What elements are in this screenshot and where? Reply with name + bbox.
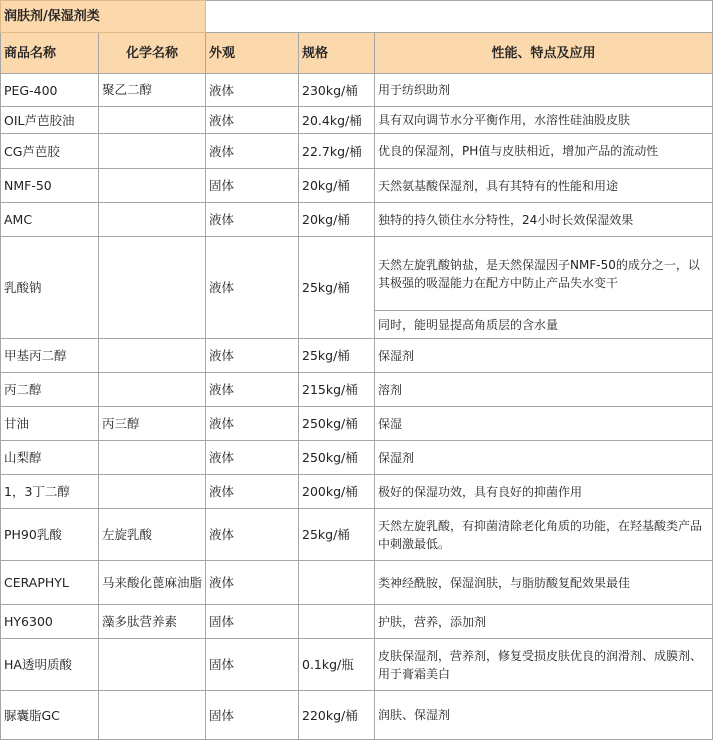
table-row (1, 339, 713, 373)
product-name-cell[interactable]: 乳酸钠 (1, 237, 99, 339)
product-name-cell[interactable]: PH90乳酸 (1, 509, 99, 561)
chemical-name-cell[interactable] (99, 203, 206, 237)
spec-cell[interactable] (299, 605, 375, 639)
appearance-cell[interactable]: 液体 (206, 561, 299, 605)
table-row (1, 605, 713, 639)
table-row (1, 475, 713, 509)
appearance-cell[interactable]: 液体 (206, 373, 299, 407)
description-cell[interactable]: 优良的保湿剂，PH值与皮肤相近，增加产品的流动性 (375, 134, 713, 169)
appearance-cell[interactable]: 固体 (206, 605, 299, 639)
spec-cell[interactable]: 25kg/桶 (299, 509, 375, 561)
appearance-cell[interactable]: 液体 (206, 475, 299, 509)
description-cell[interactable]: 保湿剂 (375, 441, 713, 475)
spec-cell[interactable]: 25kg/桶 (299, 339, 375, 373)
header-chemical-name[interactable]: 化学名称 (99, 33, 206, 74)
product-name-cell[interactable]: 甲基丙二醇 (1, 339, 99, 373)
spec-cell[interactable] (299, 561, 375, 605)
description-cell[interactable]: 润肤、保湿剂 (375, 691, 713, 740)
appearance-cell[interactable]: 液体 (206, 134, 299, 169)
product-name-cell[interactable]: HY6300 (1, 605, 99, 639)
table-row (1, 691, 713, 740)
chemical-name-cell[interactable] (99, 134, 206, 169)
appearance-cell[interactable]: 液体 (206, 107, 299, 134)
spec-cell[interactable]: 0.1kg/瓶 (299, 639, 375, 691)
table-row (1, 74, 713, 107)
description-cell[interactable]: 天然氨基酸保湿剂，具有其特有的性能和用途 (375, 169, 713, 203)
chemical-name-cell[interactable]: 聚乙二醇 (99, 74, 206, 107)
appearance-cell[interactable]: 液体 (206, 441, 299, 475)
spec-cell[interactable]: 20.4kg/桶 (299, 107, 375, 134)
description-cell[interactable]: 独特的持久锁住水分特性，24小时长效保湿效果 (375, 203, 713, 237)
chemical-name-cell[interactable]: 丙三醇 (99, 407, 206, 441)
product-name-cell[interactable]: PEG-400 (1, 74, 99, 107)
chemical-name-cell[interactable] (99, 339, 206, 373)
table-row (1, 407, 713, 441)
appearance-cell[interactable]: 液体 (206, 509, 299, 561)
table-row (1, 639, 713, 691)
description-cell-continued[interactable]: 同时，能明显提高角质层的含水量 (375, 311, 713, 339)
header-appearance[interactable]: 外观 (206, 33, 299, 74)
description-cell[interactable]: 皮肤保湿剂，营养剂，修复受损皮肤优良的润滑剂、成膜剂、用于膏霜美白 (375, 639, 713, 691)
product-name-cell[interactable]: 甘油 (1, 407, 99, 441)
product-name-cell[interactable]: 丙二醇 (1, 373, 99, 407)
spec-cell[interactable]: 200kg/桶 (299, 475, 375, 509)
description-cell[interactable]: 天然左旋乳酸，有抑菌清除老化角质的功能，在羟基酸类产品中刺激最低。 (375, 509, 713, 561)
description-cell[interactable]: 具有双向调节水分平衡作用，水溶性硅油股皮肤 (375, 107, 713, 134)
table-row (1, 237, 713, 311)
product-name-cell[interactable]: CERAPHYL (1, 561, 99, 605)
sheet-title[interactable]: 润肤剂/保湿剂类 (1, 1, 206, 33)
spec-cell[interactable]: 230kg/桶 (299, 74, 375, 107)
chemical-name-cell[interactable] (99, 237, 206, 339)
spec-cell[interactable]: 25kg/桶 (299, 237, 375, 339)
appearance-cell[interactable]: 液体 (206, 74, 299, 107)
chemical-name-cell[interactable] (99, 373, 206, 407)
title-row-empty-cell[interactable] (206, 1, 713, 33)
header-product-name[interactable]: 商品名称 (1, 33, 99, 74)
spec-cell[interactable]: 250kg/桶 (299, 441, 375, 475)
appearance-cell[interactable]: 固体 (206, 169, 299, 203)
description-cell[interactable]: 保湿剂 (375, 339, 713, 373)
product-name-cell[interactable]: NMF-50 (1, 169, 99, 203)
table-row (1, 203, 713, 237)
appearance-cell[interactable]: 固体 (206, 691, 299, 740)
table-row (1, 134, 713, 169)
product-name-cell[interactable]: AMC (1, 203, 99, 237)
chemical-name-cell[interactable] (99, 107, 206, 134)
spec-cell[interactable]: 215kg/桶 (299, 373, 375, 407)
table-row (1, 561, 713, 605)
description-cell[interactable]: 护肤，营养，添加剂 (375, 605, 713, 639)
table-row (1, 509, 713, 561)
header-spec[interactable]: 规格 (299, 33, 375, 74)
product-name-cell[interactable]: 脲囊脂GC (1, 691, 99, 740)
spec-cell[interactable]: 250kg/桶 (299, 407, 375, 441)
chemical-name-cell[interactable]: 马来酸化蓖麻油脂 (99, 561, 206, 605)
chemical-name-cell[interactable] (99, 169, 206, 203)
description-cell[interactable]: 天然左旋乳酸钠盐，是天然保湿因子NMF-50的成分之一，以其极强的吸湿能力在配方中防止产品失水变干 (375, 237, 713, 311)
description-cell[interactable]: 类神经酰胺，保湿润肤，与脂肪酸复配效果最佳 (375, 561, 713, 605)
chemical-name-cell[interactable] (99, 639, 206, 691)
spec-cell[interactable]: 22.7kg/桶 (299, 134, 375, 169)
appearance-cell[interactable]: 液体 (206, 339, 299, 373)
appearance-cell[interactable]: 液体 (206, 203, 299, 237)
product-name-cell[interactable]: OIL芦芭胶油 (1, 107, 99, 134)
chemical-name-cell[interactable]: 藻多肽营养素 (99, 605, 206, 639)
spec-cell[interactable]: 20kg/桶 (299, 203, 375, 237)
header-properties[interactable]: 性能、特点及应用 (375, 33, 713, 74)
product-name-cell[interactable]: 山梨醇 (1, 441, 99, 475)
appearance-cell[interactable]: 液体 (206, 237, 299, 339)
chemical-name-cell[interactable]: 左旋乳酸 (99, 509, 206, 561)
description-cell[interactable]: 保湿 (375, 407, 713, 441)
spec-cell[interactable]: 220kg/桶 (299, 691, 375, 740)
table-row (1, 373, 713, 407)
chemical-name-cell[interactable] (99, 441, 206, 475)
product-name-cell[interactable]: 1，3丁二醇 (1, 475, 99, 509)
description-cell[interactable]: 极好的保湿功效，具有良好的抑菌作用 (375, 475, 713, 509)
product-name-cell[interactable]: CG芦芭胶 (1, 134, 99, 169)
table-row (1, 107, 713, 134)
table-row (1, 441, 713, 475)
description-cell[interactable]: 溶剂 (375, 373, 713, 407)
description-cell[interactable]: 用于纺织助剂 (375, 74, 713, 107)
appearance-cell[interactable]: 液体 (206, 407, 299, 441)
header-row (1, 33, 713, 74)
spec-cell[interactable]: 20kg/桶 (299, 169, 375, 203)
chemical-name-cell[interactable] (99, 691, 206, 740)
product-name-cell[interactable]: HA透明质酸 (1, 639, 99, 691)
appearance-cell[interactable]: 固体 (206, 639, 299, 691)
chemical-name-cell[interactable] (99, 475, 206, 509)
table-row (1, 169, 713, 203)
